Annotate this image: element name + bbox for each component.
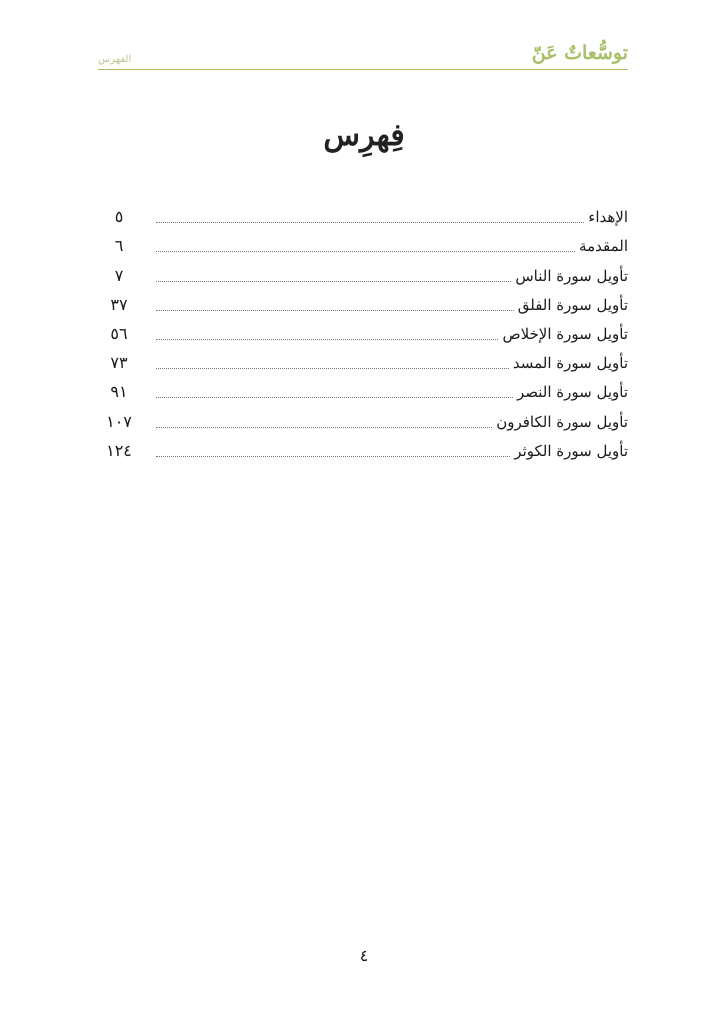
header-section-name: الفهرس [98,54,132,65]
toc-entry[interactable] [98,315,628,344]
toc-entry-page: ٩١ [110,382,128,402]
toc-entry-label: تأويل سورة الإخلاص [502,324,628,343]
toc-entry-label: المقدمة [579,237,628,256]
toc-entry-page: ٧٣ [110,353,128,373]
toc-entry[interactable] [98,373,628,402]
toc-entry-page: ٧ [114,265,124,285]
dot-leader [156,338,498,340]
toc-entry-label: تأويل سورة الفلق [517,295,628,314]
dot-leader [156,455,510,457]
toc-entry-page: ١٢٤ [106,440,132,460]
toc-entry-label: تأويل سورة المسد [512,354,628,373]
header-book-title: توسُّعاتٌ عَنّ [531,42,628,64]
toc-entry[interactable] [98,256,628,285]
dot-leader [156,280,511,282]
toc-entry-page: ١٠٧ [106,411,132,431]
page-number: ٤ [359,946,369,965]
toc-entry-page: ٥٦ [110,323,128,343]
toc-entry-label: تأويل سورة النصر [516,383,628,402]
dot-leader [156,367,509,369]
toc-entry[interactable] [98,227,628,256]
toc-entry-label: تأويل سورة الكوثر [514,441,628,460]
toc-entry-page: ٦ [114,236,124,256]
dot-leader [156,250,575,252]
dot-leader [156,309,514,311]
toc-entry[interactable] [98,432,628,461]
dot-leader [156,426,492,428]
page-title: فِهرِس [323,118,405,153]
running-header [98,42,628,70]
toc-entry-page: ٣٧ [110,294,128,314]
toc-entry-label: تأويل سورة الكافرون [496,412,628,431]
table-of-contents [98,198,628,461]
toc-entry[interactable] [98,198,628,227]
toc-entry[interactable] [98,344,628,373]
dot-leader [156,396,513,398]
header-rule [98,69,628,70]
dot-leader [156,221,584,223]
toc-entry[interactable] [98,286,628,315]
toc-entry[interactable] [98,402,628,431]
toc-entry-label: الإهداء [588,208,628,227]
toc-entry-label: تأويل سورة الناس [515,266,628,285]
toc-entry-page: ٥ [114,207,124,227]
